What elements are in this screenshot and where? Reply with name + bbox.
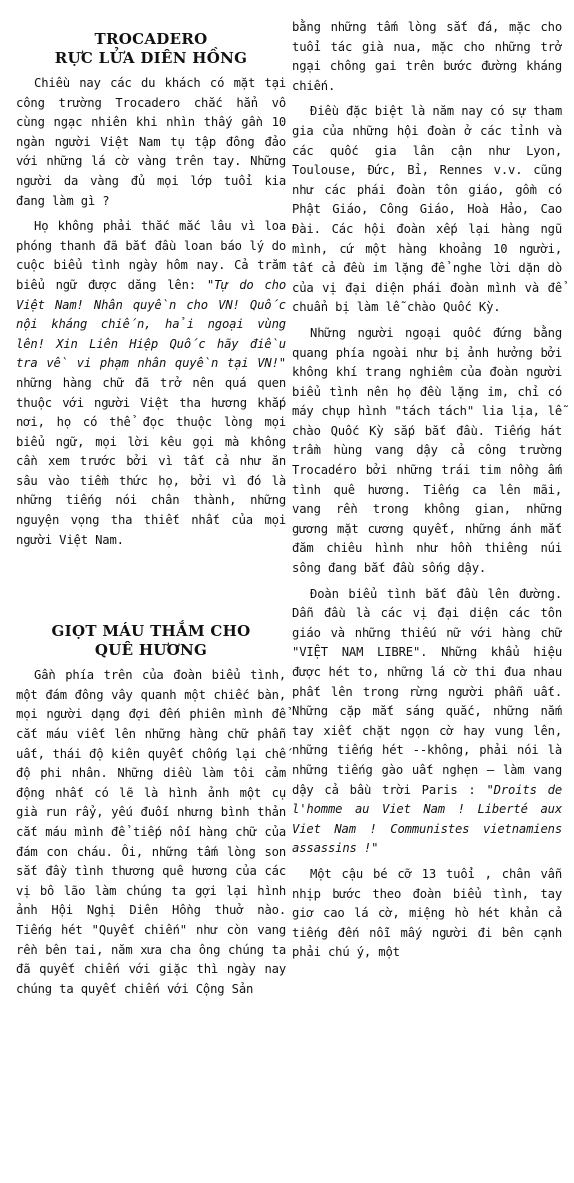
paragraph-continued: bằng những tấm lòng sắt đá, mặc cho tuổi tác già nua, mặc cho những trở ngại chông gai trên bước đường kháng chiến. [292,20,562,93]
paragraph-associations: Điều đặc biệt là năm nay có sự tham gia của những hội đoàn ở các tỉnh và các quốc gia lân cận như Lyon, Toulouse, Đức, Bỉ, Rennes v.v. cũng như các phái đoàn tôn giáo, gồm có Phật Giáo, Công Giáo, Hoà Hảo, Cao Đài. Các hội đoàn xếp lại hàng ngũ mình, cứ một hàng khoảng 10 người, tất cả đều im lặng để nghe lời dặn dò của vị đại diện phái đoàn mình và để chuẩn bị làm lễ chào Quốc Kỳ. [292,104,562,315]
paragraph-march-lead: Đoàn biểu tình bắt đầu lên đường. Dẫn đầu là các vị đại diện các tôn giáo và những thiếu nữ với hàng chữ "VIỆT NAM LIBRE". Những khẩu hiệu được hét to, những lá cờ thi đua nhau phất lên trong rừng người phẫn uất. Những cặp mắt sáng quắc, những nắm tay xiết chặt ngọn cờ hay vung lên, những tiếng hét --không, phải nói là những tiếng gào uất nghẹn — làm vang dậy cả bầu trời Paris : [292,586,562,797]
paragraph-banners [16,217,286,550]
banner-quote: "Tự do cho Việt Nam! Nhân quyền cho VN! Quốc nội kháng chiến, hải ngoại vùng lên! Xin Liên Hiệp Quốc hãy điều tra về vi phạm nhân quyền tại VN!" [16,277,287,371]
article-title-trocadero [16,30,286,68]
slogan-quote: "Droits de l'homme au Viet Nam ! Liberté aux Viet Nam ! Communistes vietnamiens assassins !" [292,782,563,856]
paragraph-banners-tail: những hàng chữ đã trở nên quá quen thuộc với người Việt tha hương khắp nơi, họ có thể đọc thuộc lòng mọi biểu ngữ, mọi lời kêu gọi mà không cần xem trước bởi vì tất cả như ăn sâu vào tiềm thức họ, bởi vì đó là những tiếng nói chân thành, những nguyện vọng tha thiết nhất của mọi người Việt Nam. [16,375,286,547]
title-line-2: RỰC LỬA DIÊN HỒNG [54,49,248,67]
title-2-line-2: QUÊ HƯƠNG [94,641,208,660]
paragraph-banners-lead: Họ không phải thắc mắc lâu vì loa phóng thanh đã bắt đầu loan báo lý do cuộc biểu tình ngày hôm nay. Cả trăm biểu ngữ được dăng lên: [16,219,286,292]
paragraph-intro: Chiều nay các du khách có mặt tại công trường Trocadero chắc hẳn vô cùng ngạc nhiên khi nhìn thấy gần 10 ngàn người Việt Nam tụ tập đông đảo với những lá cờ vàng trên tay. Những người da vàng đủ mọi lớp tuổi kia đang làm gì ? [16,76,286,208]
left-column [16,0,286,999]
paragraph-blood-writing: Gần phía trên của đoàn biểu tình, một đám đông vây quanh một chiếc bàn, mọi người dạng đợi đến phiên mình để cắt máu viết lên những hàng chữ phẫn uất, thái độ kiên quyết chống lại chế độ phi nhân. Những diều làm tôi cảm động nhất có lẽ là hình ảnh một cụ già run rẩy, yếu đuối nhưng bình thản cắt máu mình để tiếp nối hàng chữ của đám con cháu. Ôi, những tấm lòng son sắt đầy tình thương quê hương của các vị bô lão làm chúng ta gợi lại hình ảnh Hội Nghị Diên Hồng thuở nào. Tiếng hét "Quyết chiến" như còn vang rền bên tai, năm xưa cha ông chúng ta đã quyết chiến với giặc thì ngày nay chúng ta quyết chiến với Cộng Sản [16,668,286,996]
paragraph-boy: Một cậu bé cỡ 13 tuổi , chân vẫn nhịp bước theo đoàn biểu tình, tay giơ cao lá cờ, miệng hò hét khản cả tiếng đến nỗi mấy người đi bên cạnh phải chú ý, một [292,866,562,960]
right-column [292,0,562,963]
paragraph-foreigners: Những người ngoại quốc đứng bằng quang phía ngoài như bị ảnh hưởng bởi không khí trang nghiêm của đoàn người biểu tình nên họ đều lặng im, chỉ có máy chụp hình "tách tách" lia lịa, lễ chào Quốc Kỳ sắp bắt đầu. Tiếng hát trầm hùng vang dậy cả công trường Trocadéro bởi những trái tim nồng ấm tình quê hương. Tiếng ca lên mãi, vang rền trong không gian, những gương mặt cương quyết, những ánh mắt đăm chiêu hình như hồn thiêng núi sông đang bắt đầu sống dậy. [292,325,562,576]
paragraph-march [292,585,562,859]
title-line-1: TROCADERO [94,30,208,48]
title-2-line-1: GIỌT MÁU THẮM CHO [51,622,251,641]
article-title-giot-mau [16,622,286,660]
